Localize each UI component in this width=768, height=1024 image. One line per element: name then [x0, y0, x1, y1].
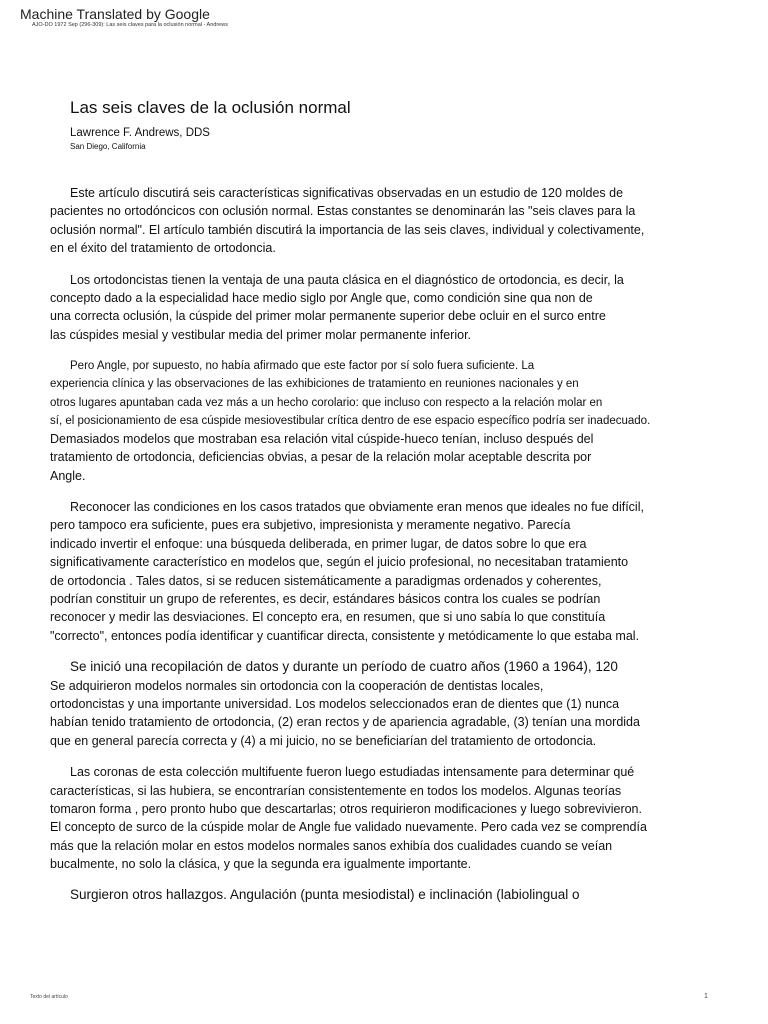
paragraph-line: Este artículo discutirá seis características significativas observadas en un estudio de 120 moldes de [70, 186, 624, 200]
paragraph-line: tratamiento de ortodoncia, deficiencias obvias, a pesar de la relación molar aceptable descrita por [50, 450, 592, 465]
paragraph [50, 271, 740, 345]
paragraph-line: en el éxito del tratamiento de ortodoncia. [50, 241, 276, 256]
article-title: Las seis claves de la oclusión normal [70, 98, 351, 117]
paragraph-line: Se inició una recopilación de datos y durante un período de cuatro años (1960 a 1964), 120 [70, 659, 618, 675]
footer-label: Texto del artículo [30, 994, 68, 1000]
paragraph [50, 357, 740, 485]
author-location: San Diego, California [70, 142, 146, 151]
paragraph-line: reconocer y medir las desviaciones. El concepto era, en resumen, que si uno sabía lo que constituía [50, 610, 606, 625]
paragraph-line: pacientes no ortodóncicos con oclusión normal. Estas constantes se denominarán las "seis claves para la [50, 204, 636, 219]
paragraph-line: Demasiados modelos que mostraban esa relación vital cúspide-hueco tenían, incluso después del [50, 431, 594, 446]
paragraph [50, 763, 740, 873]
paragraph-line: Los ortodoncistas tienen la ventaja de una pauta clásica en el diagnóstico de ortodoncia, es decir, la [70, 272, 624, 287]
paragraph-line: Las coronas de esta colección multifuente fueron luego estudiadas intensamente para determinar qué [70, 765, 635, 780]
paragraph-line: "correcto", entonces podía identificar y cuantificar directa, consistente y metódicamente lo que estaba mal. [50, 628, 640, 643]
paragraph-line: pero tampoco era suficiente, pues era subjetivo, impresionista y meramente negativo. Parecía [50, 518, 571, 533]
paragraph-line: significativamente característico en modelos que, según el juicio profesional, no necesitaban tratamiento [50, 555, 629, 570]
paragraph-line: Reconocer las condiciones en los casos tratados que obviamente eran menos que ideales no fue difícil, [70, 500, 644, 515]
paragraph-line: más que la relación molar en estos modelos normales sanos exhibía dos cualidades cuando se veían [50, 838, 613, 853]
paragraph-line: tomaron forma , pero pronto hubo que descartarlas; otros requirieron modificaciones y luego sobrevivieron. [50, 801, 642, 816]
article-body [50, 184, 740, 905]
paragraph-line: bucalmente, no solo la clásica, y que la segunda era igualmente importante. [50, 857, 472, 872]
paragraph-line: habían tenido tratamiento de ortodoncia, (2) eran rectos y de apariencia agradable, (3) tenían una mordida [50, 715, 640, 730]
paragraph-line: oclusión normal". El artículo también discutirá la importancia de las seis claves, individual y colectivamente, [50, 222, 645, 237]
page-number: 1 [704, 993, 708, 1000]
paragraph-line: Pero Angle, por supuesto, no había afirmado que este factor por sí solo fuera suficiente. La [70, 360, 535, 373]
paragraph-line: de ortodoncia . Tales datos, si se reducen sistemáticamente a paradigmas ordenados y coherentes, [50, 573, 602, 588]
paragraph [50, 184, 740, 258]
paragraph [50, 886, 740, 904]
paragraph-line: sí, el posicionamiento de esa cúspide mesiovestibular crítica dentro de ese espacio específico podría ser inadecuado. [50, 414, 651, 427]
paragraph-line: experiencia clínica y las observaciones de las exhibiciones de tratamiento en reuniones nacionales y en [50, 378, 579, 391]
paragraph-line: que en general parecía correcta y (4) a mi juicio, no se beneficiarían del tratamiento de ortodoncia. [50, 733, 597, 748]
paragraph-line: otros lugares apuntaban cada vez más a un hecho corolario: que incluso con respecto a la relación molar en [50, 396, 603, 409]
paragraph-line: El concepto de surco de la cúspide molar de Angle fue validado nuevamente. Pero cada vez se comprendía [50, 820, 647, 835]
paragraph-line: concepto dado a la especialidad hace medio siglo por Angle que, como condición sine qua non de [50, 290, 593, 305]
paragraph-line: Angle. [50, 468, 86, 483]
machine-translation-banner: Machine Translated by Google [20, 6, 210, 22]
paragraph-line: indicado invertir el enfoque: una búsqueda deliberada, en primer lugar, de datos sobre lo que era [50, 536, 587, 551]
paragraph [50, 498, 740, 645]
journal-citation: AJO-DO 1972 Sep (296-309): Las seis claves para la oclusión normal - Andrews [32, 22, 228, 28]
paragraph-line: ortodoncistas y una importante universidad. Los modelos seleccionados eran de dientes que (1) nunca [50, 696, 620, 711]
paragraph-line: una correcta oclusión, la cúspide del primer molar permanente superior debe ocluir en el surco entre [50, 309, 606, 324]
paragraph-line: las cúspides mesial y vestibular media del primer molar permanente inferior. [50, 327, 472, 342]
paragraph-line: características, si las hubiera, se encontrarían consistentemente en todos los modelos. Algunas teorías [50, 783, 622, 798]
paragraph-line: Se adquirieron modelos normales sin ortodoncia con la cooperación de dentistas locales, [50, 678, 544, 693]
paragraph-line: Surgieron otros hallazgos. Angulación (punta mesiodistal) e inclinación (labiolingual o [70, 887, 580, 903]
paragraph-line: podrían constituir un grupo de referentes, es decir, estándares básicos contra los cuales se podrían [50, 592, 601, 606]
article-author: Lawrence F. Andrews, DDS [70, 127, 210, 139]
paragraph [50, 658, 740, 750]
